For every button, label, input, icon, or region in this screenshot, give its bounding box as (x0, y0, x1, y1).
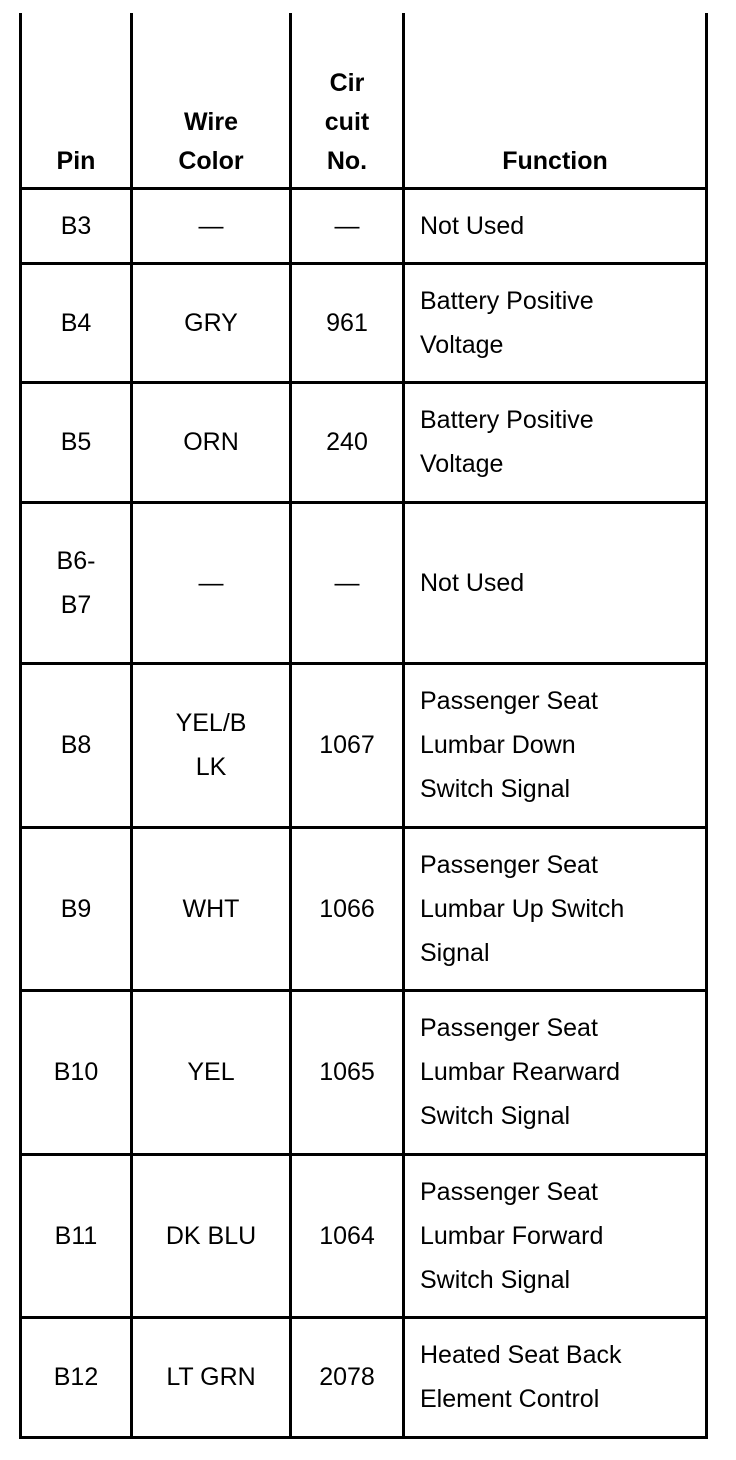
circuit-number-cell-line: 961 (326, 308, 368, 337)
wire-color-cell-line: LT GRN (166, 1363, 256, 1391)
wire-color-cell-line: — (198, 211, 224, 240)
wire-color-cell-line: ORN (183, 428, 239, 456)
circuit-number-cell-line: 1065 (319, 1058, 375, 1086)
header-circuit-line: Cir (329, 68, 365, 97)
header-wire-color (132, 13, 291, 188)
function-cell-line: Battery Positive (420, 406, 594, 434)
pin-cell-line: B4 (60, 308, 92, 337)
pin-cell-line: B7 (60, 590, 92, 619)
header-function-label: Function (502, 146, 608, 175)
wire-color-cell-line: GRY (184, 308, 238, 337)
function-cell-line: Switch Signal (420, 1265, 571, 1294)
wire-color-cell (132, 188, 291, 263)
table-row (21, 990, 707, 1154)
circuit-number-cell-line: 240 (326, 428, 368, 456)
pin-cell (21, 188, 132, 263)
connector-pinout-table (19, 13, 708, 1439)
function-cell (404, 188, 707, 263)
wire-color-cell-line: WHT (182, 894, 240, 923)
pin-cell-line: B6- (56, 546, 96, 575)
function-cell-line: Lumbar Down (420, 731, 576, 759)
header-circuit-line: cuit (324, 107, 370, 136)
header-row (21, 13, 707, 188)
circuit-number-cell (291, 382, 404, 502)
header-wire-color-line: Color (178, 146, 244, 175)
function-cell-line: Passenger Seat (420, 1177, 598, 1206)
header-wire-color-line: Wire (184, 107, 238, 136)
pin-cell (21, 502, 132, 663)
header-function (404, 13, 707, 188)
wire-color-cell-line: YEL (187, 1058, 235, 1086)
circuit-number-cell (291, 663, 404, 827)
circuit-number-cell (291, 990, 404, 1154)
circuit-number-cell-line: 2078 (319, 1363, 375, 1391)
function-cell (404, 263, 707, 382)
circuit-number-cell-line: — (334, 211, 360, 240)
function-cell-line: Signal (420, 938, 490, 967)
function-cell-line: Heated Seat Back (420, 1341, 622, 1369)
function-cell-line: Lumbar Up Switch (420, 894, 625, 923)
table-row (21, 382, 707, 502)
function-cell-line: Voltage (420, 330, 504, 359)
wire-color-cell (132, 1317, 291, 1437)
function-cell-line: Passenger Seat (420, 1014, 598, 1042)
pin-cell-line: B3 (60, 211, 92, 240)
circuit-number-cell-line: — (334, 568, 360, 597)
header-circuit-line: No. (326, 146, 368, 175)
function-cell-line: Lumbar Rearward (420, 1058, 621, 1086)
circuit-number-cell-line: 1066 (319, 894, 375, 923)
pin-cell (21, 663, 132, 827)
function-cell (404, 502, 707, 663)
pin-cell (21, 263, 132, 382)
table-row (21, 827, 707, 990)
function-cell-line: Lumbar Forward (420, 1221, 604, 1250)
function-cell (404, 1317, 707, 1437)
pin-cell-line: B11 (54, 1221, 98, 1250)
pin-cell-line: B9 (60, 894, 92, 923)
function-cell-line: Passenger Seat (420, 687, 598, 715)
pin-cell-line: B12 (53, 1363, 99, 1391)
pin-cell-line: B8 (60, 731, 92, 759)
pin-cell (21, 382, 132, 502)
table-row (21, 263, 707, 382)
function-cell-line: Switch Signal (420, 775, 571, 803)
wire-color-cell (132, 990, 291, 1154)
table-body (21, 188, 707, 1437)
header-circuit-number (291, 13, 404, 188)
table-row (21, 663, 707, 827)
circuit-number-cell-line: 1064 (319, 1221, 375, 1250)
table-row (21, 188, 707, 263)
pin-cell (21, 827, 132, 990)
function-cell-line: Battery Positive (420, 286, 594, 315)
wire-color-cell (132, 502, 291, 663)
pin-cell-line: B10 (53, 1058, 99, 1086)
function-cell-line: Voltage (420, 450, 504, 478)
function-cell (404, 382, 707, 502)
wire-color-cell (132, 382, 291, 502)
pin-cell (21, 1154, 132, 1317)
function-cell (404, 990, 707, 1154)
wire-color-cell-line: LK (195, 753, 227, 781)
function-cell-line: Element Control (420, 1385, 600, 1413)
wire-color-cell (132, 263, 291, 382)
function-cell (404, 663, 707, 827)
function-cell-line: Passenger Seat (420, 850, 598, 879)
circuit-number-cell (291, 1317, 404, 1437)
pin-cell (21, 990, 132, 1154)
wire-color-cell-line: DK BLU (165, 1221, 257, 1250)
pin-cell (21, 1317, 132, 1437)
header-pin-label: Pin (56, 146, 96, 175)
wire-color-cell (132, 827, 291, 990)
function-cell-line: Not Used (420, 211, 525, 240)
wire-color-cell-line: YEL/B (175, 709, 247, 737)
wire-color-cell-line: — (198, 568, 224, 597)
pin-cell-line: B5 (60, 428, 92, 456)
circuit-number-cell (291, 1154, 404, 1317)
function-cell-line: Not Used (420, 568, 525, 597)
function-cell-line: Switch Signal (420, 1102, 571, 1130)
table-row (21, 1154, 707, 1317)
table-row (21, 502, 707, 663)
header-pin (21, 13, 132, 188)
table-row (21, 1317, 707, 1437)
circuit-number-cell (291, 502, 404, 663)
circuit-number-cell (291, 188, 404, 263)
wire-color-cell (132, 1154, 291, 1317)
circuit-number-cell (291, 827, 404, 990)
function-cell (404, 827, 707, 990)
wire-color-cell (132, 663, 291, 827)
circuit-number-cell-line: 1067 (319, 731, 375, 759)
circuit-number-cell (291, 263, 404, 382)
function-cell (404, 1154, 707, 1317)
